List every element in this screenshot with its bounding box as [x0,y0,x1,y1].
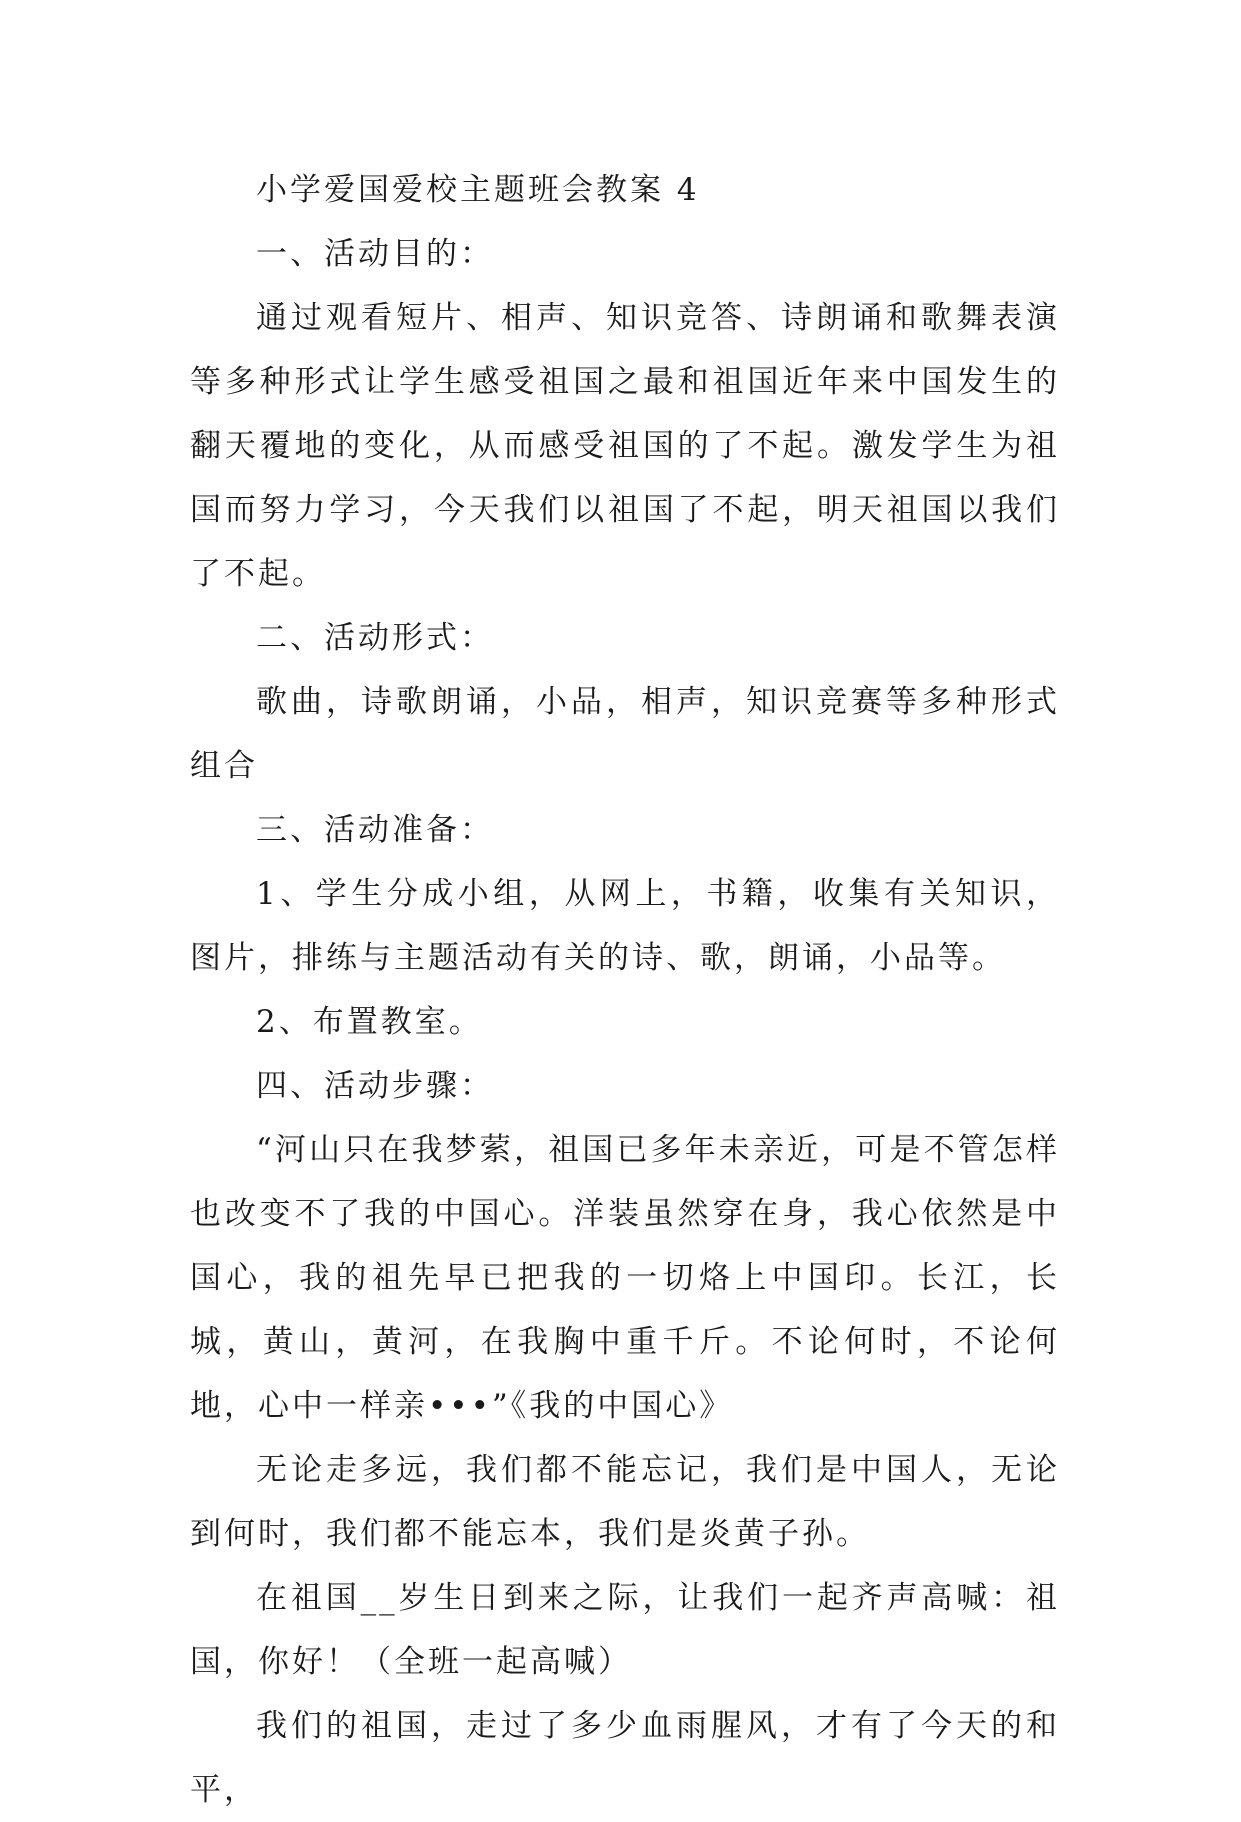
paragraph-birthday: 在祖国__岁生日到来之际，让我们一起齐声高喊：祖国，你好！（全班一起高喊） [190,1580,1060,1680]
document-title: 小学爱国爱校主题班会教案 4 [256,172,700,208]
paragraph-goal: 通过观看短片、相声、知识竞答、诗朗诵和歌舞表演等多种形式让学生感受祖国之最和祖国近年来中国发生的翻天覆地的变化，从而感受祖国的了不起。激发学生为祖国而努力学习，今天我们以祖国了不起，明天祖国以我们了不起。 [190,300,1060,592]
document-page [190,158,1060,1822]
paragraph-never-forget: 无论走多远，我们都不能忘记，我们是中国人，无论到何时，我们都不能忘本，我们是炎黄子孙。 [190,1452,1060,1552]
paragraph-form: 歌曲，诗歌朗诵，小品，相声，知识竞赛等多种形式组合 [190,684,1060,784]
paragraph-prep-1: 1、学生分成小组，从网上，书籍，收集有关知识，图片，排练与主题活动有关的诗、歌，朗诵，小品等。 [190,876,1060,976]
section-heading-prep: 三、活动准备： [256,812,494,848]
section-heading-form: 二、活动形式： [256,620,494,656]
paragraph-motherland: 我们的祖国，走过了多少血雨腥风，才有了今天的和平， [190,1708,1060,1808]
section-heading-goal: 一、活动目的： [256,236,494,272]
section-heading-steps: 四、活动步骤： [256,1068,494,1104]
paragraph-song-quote: “河山只在我梦萦，祖国已多年未亲近，可是不管怎样也改变不了我的中国心。洋装虽然穿在身，我心依然是中国心，我的祖先早已把我的一切烙上中国印。长江，长城，黄山，黄河，在我胸中重千斤。不论何时，不论何地，心中一样亲•••”《我的中国心》 [190,1132,1060,1424]
paragraph-prep-2: 2、布置教室。 [256,1004,483,1040]
